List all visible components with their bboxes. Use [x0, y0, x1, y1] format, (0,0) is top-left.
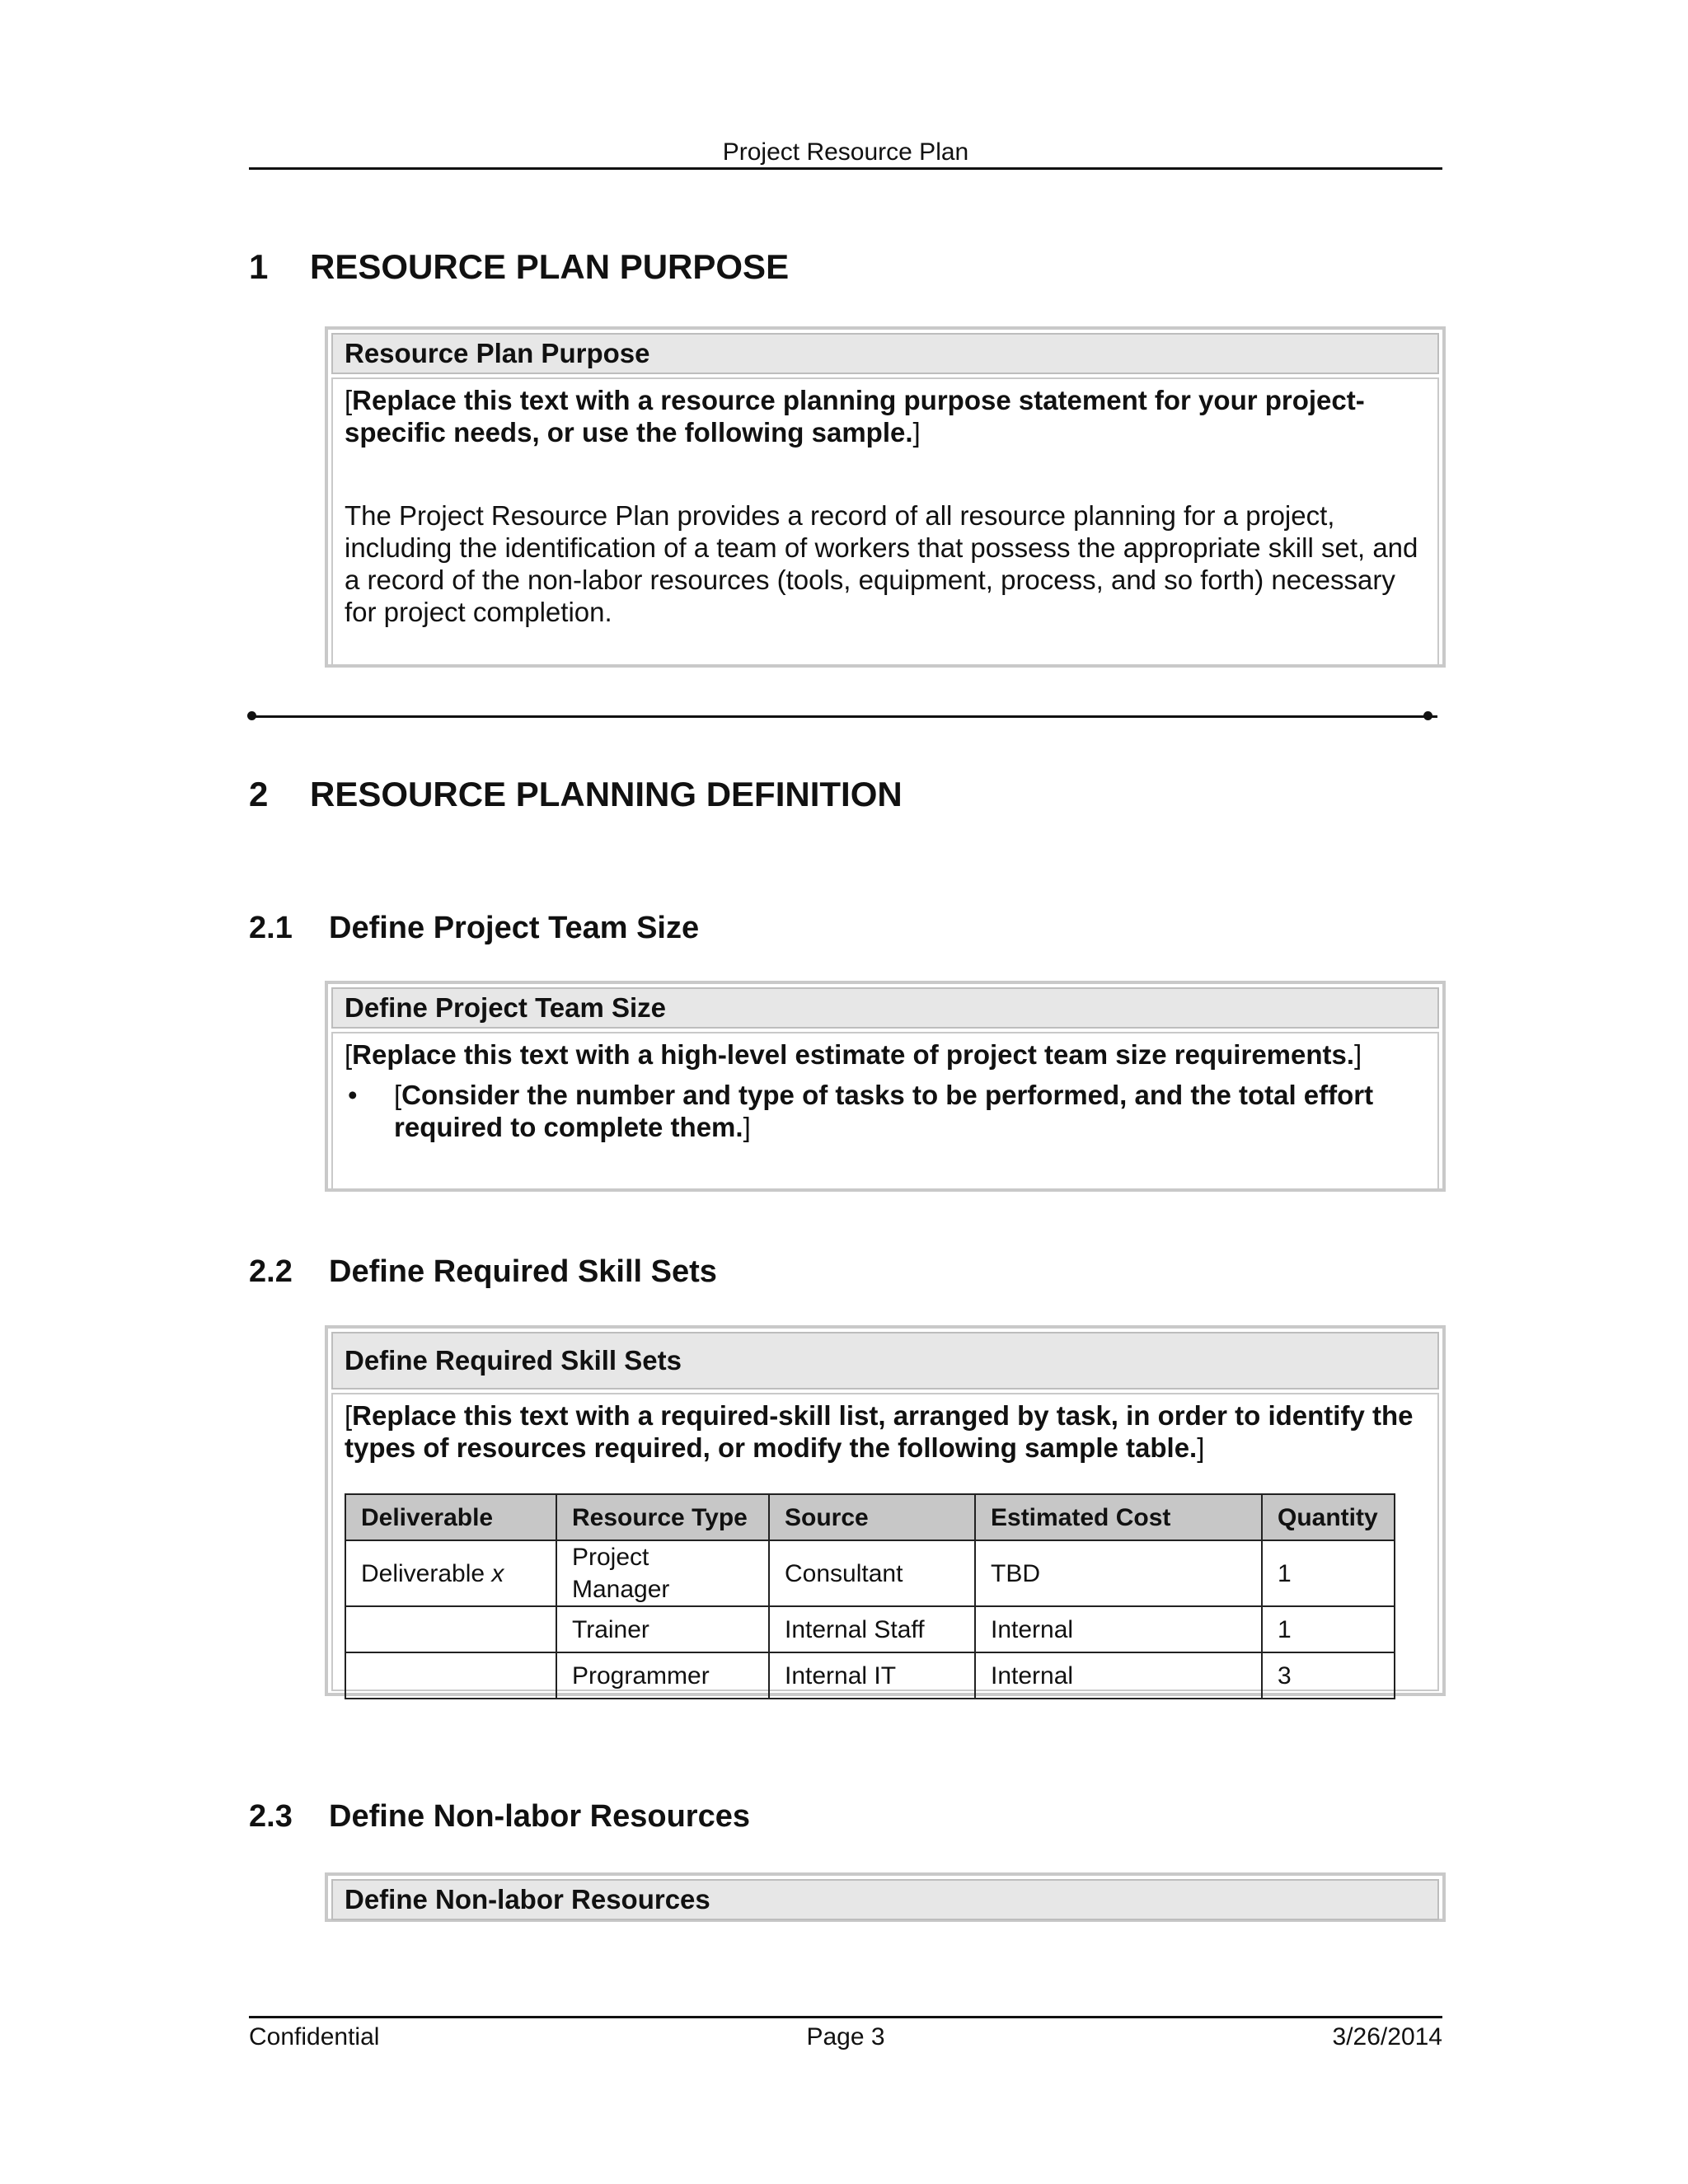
project-team-size-box — [325, 981, 1446, 1192]
table-cell — [345, 1606, 556, 1652]
header-deliverable: Deliverable — [345, 1494, 556, 1540]
box-title: Define Non-labor Resources — [331, 1879, 1439, 1920]
bullet-icon: • — [348, 1080, 358, 1110]
header-rule — [249, 167, 1442, 170]
table-header-row — [345, 1494, 1395, 1540]
section-1-heading — [249, 247, 789, 287]
box-title: Define Required Skill Sets — [331, 1332, 1439, 1390]
section-2-number: 2 — [249, 775, 269, 813]
table-cell: Internal Staff — [769, 1606, 975, 1652]
resource-plan-purpose-box — [325, 326, 1446, 668]
instruction-text: [Replace this text with a resource planning purpose statement for your project-specific needs, or use the following sample.] — [345, 385, 1365, 448]
table-cell: 3 — [1262, 1652, 1395, 1699]
header-estimated-cost: Estimated Cost — [975, 1494, 1262, 1540]
box-title: Define Project Team Size — [331, 987, 1439, 1029]
table-cell: Consultant — [769, 1540, 975, 1606]
bullet-list — [345, 1079, 1426, 1143]
section-2-2-heading — [249, 1254, 717, 1290]
table-cell: Project Manager — [556, 1540, 769, 1606]
table-cell — [345, 1652, 556, 1699]
box-body — [331, 1393, 1439, 1691]
instruction-text: [Replace this text with a required-skill list, arranged by task, in order to identify the types of resources required, or modify the following sample table.] — [345, 1400, 1414, 1463]
table-cell: Programmer — [556, 1652, 769, 1699]
section-1-number: 1 — [249, 247, 269, 286]
box-body — [331, 1032, 1439, 1190]
section-2-1-heading — [249, 911, 699, 946]
table-cell: Deliverable x — [345, 1540, 556, 1606]
section-2-3-number: 2.3 — [249, 1799, 293, 1834]
section-2-2-title: Define Required Skill Sets — [329, 1254, 717, 1289]
table-cell: Trainer — [556, 1606, 769, 1652]
footer-page-number: Page 3 — [806, 2023, 885, 2050]
separator-dot-left — [247, 711, 256, 720]
section-2-1-title: Define Project Team Size — [329, 911, 700, 945]
skills-table — [345, 1493, 1395, 1699]
table-cell: TBD — [975, 1540, 1262, 1606]
non-labor-resources-box — [325, 1872, 1446, 1922]
required-skill-sets-box — [325, 1325, 1446, 1696]
footer-rule — [249, 2016, 1442, 2018]
section-separator — [252, 715, 1437, 718]
footer-date: 3/26/2014 — [1332, 2023, 1442, 2050]
separator-dot-right — [1423, 711, 1432, 720]
section-2-1-number: 2.1 — [249, 911, 293, 945]
section-1-title: RESOURCE PLAN PURPOSE — [310, 247, 790, 286]
table-cell: 1 — [1262, 1540, 1395, 1606]
purpose-paragraph: The Project Resource Plan provides a record of all resource planning for a project, including the identification of a team of workers that possess the appropriate skill set, and a record of the non-labor resources (tools, equipment, process, and so forth) necessary for project completion. — [345, 500, 1418, 627]
table-row — [345, 1540, 1395, 1606]
list-item: • [Consider the number and type of tasks to be performed, and the total effort required to complete them.] — [348, 1080, 1374, 1142]
table-row — [345, 1606, 1395, 1652]
table-cell: Internal — [975, 1606, 1262, 1652]
page-header: Project Resource Plan — [722, 138, 969, 166]
header-source: Source — [769, 1494, 975, 1540]
instruction-text: [Replace this text with a high-level estimate of project team size requirements.] — [345, 1039, 1362, 1070]
header-resource-type: Resource Type — [556, 1494, 769, 1540]
table-cell: Internal — [975, 1652, 1262, 1699]
section-2-heading — [249, 775, 903, 814]
header-quantity: Quantity — [1262, 1494, 1395, 1540]
section-2-3-heading — [249, 1799, 750, 1835]
section-2-3-title: Define Non-labor Resources — [329, 1799, 750, 1834]
section-2-2-number: 2.2 — [249, 1254, 293, 1289]
table-cell: 1 — [1262, 1606, 1395, 1652]
section-2-title: RESOURCE PLANNING DEFINITION — [310, 775, 903, 813]
table-row — [345, 1652, 1395, 1699]
table-cell: Internal IT — [769, 1652, 975, 1699]
box-title: Resource Plan Purpose — [331, 333, 1439, 374]
footer-confidential: Confidential — [249, 2023, 380, 2050]
box-body — [331, 377, 1439, 666]
